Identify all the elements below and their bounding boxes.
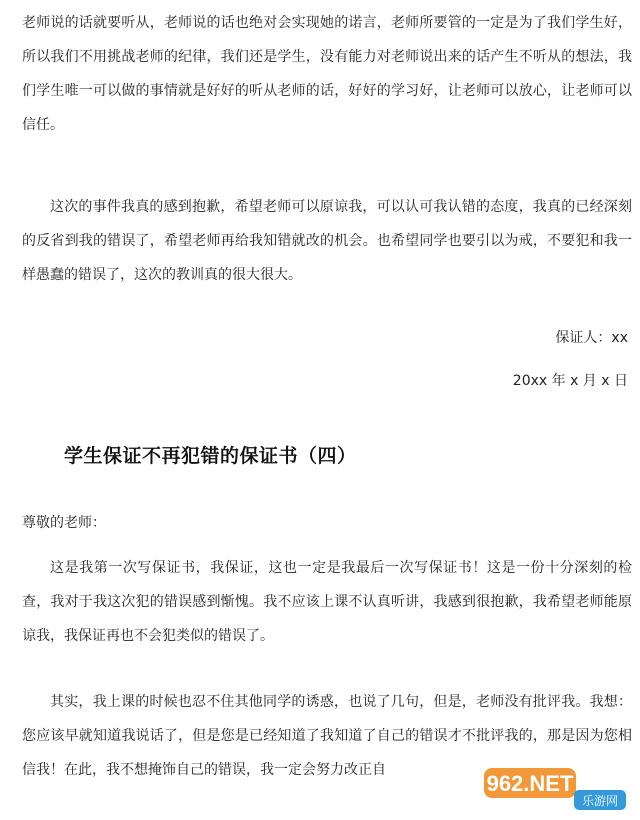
- salutation: 尊敬的老师：: [22, 515, 106, 531]
- watermark-sub-text: 乐游网: [581, 794, 619, 808]
- paragraph-2: 这次的事件我真的感到抱歉，希望老师可以原谅我，可以认可我认错的态度，我真的已经深刻的反省到我的错误了，希望老师再给我知错就改的机会。也希望同学也要引以为戒，不要犯和我一样愚蠢的错误了，这次的教训真的很大很大。: [22, 199, 632, 283]
- paragraph-1: 老师说的话就要听从，老师说的话也绝对会实现她的诺言，老师所要管的一定是为了我们学生好，所以我们不用挑战老师的纪律，我们还是学生，没有能力对老师说出来的话产生不听从的想法，我们学生唯一可以做的事情就是好好的听从老师的话，好好的学习好，让老师可以放心，让老师可以信任。: [22, 15, 632, 133]
- paragraph-3: 这是我第一次写保证书，我保证，这也一定是我最后一次写保证书！这是一份十分深刻的检查，我对于我这次犯的错误感到惭愧。我不应该上课不认真听讲，我感到很抱歉，我希望老师能原谅我，我保证再也不会犯类似的错误了。: [22, 560, 632, 644]
- paragraph-4: 其实，我上课的时候也忍不住其他同学的诱惑，也说了几句，但是，老师没有批评我。我想：您应该早就知道我说话了，但是您是已经知道了我知道了自己的错误才不批评我的，那是因为您相信我！在此，我不想掩饰自己的错误，我一定会努力改正自: [22, 694, 632, 778]
- watermark-logo-graphic: [482, 764, 632, 814]
- guarantor-signature: 保证人：xx: [555, 330, 628, 346]
- site-watermark-logo: [482, 764, 632, 814]
- section-heading: 学生保证不再犯错的保证书（四）: [64, 445, 357, 467]
- watermark-logo-text: 962.NET: [486, 771, 574, 796]
- date-line: 20xx 年 x 月 x 日: [512, 373, 628, 389]
